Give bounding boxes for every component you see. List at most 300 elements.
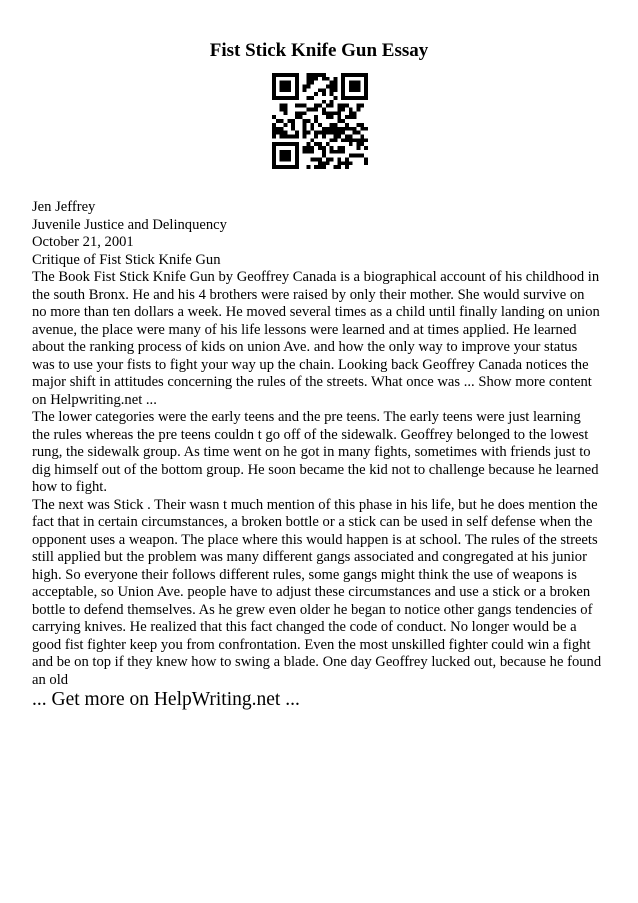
- qr-module: [272, 157, 276, 161]
- qr-module: [356, 88, 360, 92]
- qr-module: [318, 157, 322, 161]
- qr-module: [314, 131, 318, 135]
- qr-module: [356, 131, 360, 135]
- qr-module: [291, 134, 295, 138]
- qr-module: [295, 92, 299, 96]
- qr-module: [330, 127, 334, 131]
- qr-module: [284, 111, 288, 115]
- qr-module: [284, 131, 288, 135]
- qr-module: [307, 165, 311, 169]
- qr-module: [287, 119, 291, 123]
- qr-module: [349, 73, 353, 77]
- author-line: Jen Jeffrey: [32, 199, 96, 215]
- qr-module: [360, 134, 364, 138]
- get-more-link[interactable]: ... Get more on HelpWriting.net ...: [32, 689, 300, 710]
- qr-module: [333, 134, 337, 138]
- qr-module: [322, 161, 326, 165]
- qr-module: [330, 157, 334, 161]
- qr-module: [303, 150, 307, 154]
- qr-module: [322, 111, 326, 115]
- qr-module: [291, 119, 295, 123]
- qr-module: [303, 104, 307, 108]
- qr-module: [303, 88, 307, 92]
- qr-module: [330, 115, 334, 119]
- qr-module: [364, 88, 368, 92]
- qr-module: [322, 165, 326, 169]
- qr-module: [353, 154, 357, 158]
- qr-module: [341, 88, 345, 92]
- qr-module: [341, 77, 345, 81]
- qr-module: [280, 96, 284, 100]
- qr-module: [337, 104, 341, 108]
- qr-module: [318, 123, 322, 127]
- qr-module: [341, 73, 345, 77]
- qr-module: [280, 104, 284, 108]
- qr-module: [280, 157, 284, 161]
- qr-module: [318, 104, 322, 108]
- qr-module: [276, 96, 280, 100]
- qr-module: [349, 85, 353, 89]
- qr-module: [322, 154, 326, 158]
- qr-module: [287, 73, 291, 77]
- qr-module: [280, 119, 284, 123]
- qr-module: [284, 85, 288, 89]
- qr-module: [272, 77, 276, 81]
- qr-module: [345, 157, 349, 161]
- qr-module: [326, 104, 330, 108]
- qr-module: [349, 115, 353, 119]
- qr-module: [310, 123, 314, 127]
- qr-module: [310, 150, 314, 154]
- qr-module: [295, 81, 299, 85]
- qr-module: [280, 88, 284, 92]
- qr-module: [330, 100, 334, 104]
- qr-module: [356, 138, 360, 142]
- qr-module: [272, 73, 276, 77]
- qr-module: [314, 108, 318, 112]
- qr-module: [303, 85, 307, 89]
- qr-module: [353, 96, 357, 100]
- qr-module: [353, 73, 357, 77]
- qr-module: [341, 81, 345, 85]
- qr-module: [349, 142, 353, 146]
- qr-module: [314, 134, 318, 138]
- qr-module: [295, 115, 299, 119]
- qr-module: [322, 150, 326, 154]
- qr-module: [326, 77, 330, 81]
- qr-module: [364, 138, 368, 142]
- qr-module: [341, 119, 345, 123]
- qr-module: [307, 150, 311, 154]
- qr-module: [349, 108, 353, 112]
- qr-module: [287, 142, 291, 146]
- qr-module: [364, 96, 368, 100]
- qr-module: [353, 88, 357, 92]
- qr-module: [353, 81, 357, 85]
- qr-module: [341, 138, 345, 142]
- qr-module: [318, 73, 322, 77]
- qr-module: [345, 138, 349, 142]
- qr-module: [307, 77, 311, 81]
- qr-module: [345, 96, 349, 100]
- qr-module: [326, 115, 330, 119]
- qr-module: [353, 131, 357, 135]
- qr-module: [276, 165, 280, 169]
- qr-module: [303, 119, 307, 123]
- qr-module: [341, 127, 345, 131]
- qr-module: [349, 127, 353, 131]
- qr-module: [333, 96, 337, 100]
- qr-module: [287, 96, 291, 100]
- qr-module: [349, 161, 353, 165]
- qr-module: [322, 127, 326, 131]
- qr-module: [341, 108, 345, 112]
- qr-module: [360, 96, 364, 100]
- qr-module: [318, 131, 322, 135]
- qr-module: [303, 131, 307, 135]
- qr-module: [284, 142, 288, 146]
- qr-module: [345, 104, 349, 108]
- qr-module: [341, 131, 345, 135]
- qr-module: [295, 134, 299, 138]
- qr-module: [314, 157, 318, 161]
- qr-module: [307, 131, 311, 135]
- essay-body: [32, 199, 602, 689]
- qr-module: [330, 92, 334, 96]
- qr-module: [333, 77, 337, 81]
- qr-module: [360, 154, 364, 158]
- qr-module: [349, 96, 353, 100]
- qr-module: [330, 85, 334, 89]
- qr-module: [333, 165, 337, 169]
- qr-module: [276, 131, 280, 135]
- qr-module: [314, 115, 318, 119]
- qr-module: [303, 134, 307, 138]
- qr-module: [310, 138, 314, 142]
- qr-module: [276, 119, 280, 123]
- qr-module: [287, 81, 291, 85]
- qr-module: [295, 157, 299, 161]
- qr-module: [284, 81, 288, 85]
- qr-module: [364, 127, 368, 131]
- qr-module: [364, 81, 368, 85]
- qr-module: [322, 73, 326, 77]
- paragraph-3: The next was Stick . Their wasn t much mention of this phase in his life, but he does mention the fact that in certain circumstances, a broken bottle or a stick can be used in self defense when the opponent uses a weapon. The place where this would happen is at school. The rules of the streets still applied but the problem was many different gangs associated and congregated at his junior high. So everyone their follows different rules, some gangs might think the use of weapons is acceptable, so Union Ave. people have to adjust these circumstances and use a stick or a broken bottle to defend themselves. As he grew even older he began to notice other gangs tendencies of carrying knives. He realized that this fact changed the code of conduct. No longer would be a good fist fighter keep you from confrontation. Even the most unskilled fighter could win a fight and be on top if they knew how to swing a blade. One day Geoffrey lucked out, because he found an old: [32, 496, 602, 688]
- qr-module: [310, 77, 314, 81]
- qr-module: [295, 104, 299, 108]
- qr-module: [291, 96, 295, 100]
- qr-module: [349, 154, 353, 158]
- page-title: Fist Stick Knife Gun Essay: [209, 40, 429, 61]
- qr-module: [345, 123, 349, 127]
- qr-module: [272, 150, 276, 154]
- qr-module: [330, 131, 334, 135]
- qr-module: [330, 138, 334, 142]
- qr-module: [307, 96, 311, 100]
- qr-module: [303, 127, 307, 131]
- qr-module: [280, 134, 284, 138]
- qr-module: [287, 85, 291, 89]
- qr-module: [364, 161, 368, 165]
- subject-line: Critique of Fist Stick Knife Gun: [32, 251, 221, 268]
- qr-module: [326, 85, 330, 89]
- qr-module: [360, 142, 364, 146]
- qr-module: [326, 161, 330, 165]
- qr-module: [322, 134, 326, 138]
- qr-module: [353, 85, 357, 89]
- qr-module: [287, 150, 291, 154]
- qr-module: [330, 111, 334, 115]
- qr-module: [310, 81, 314, 85]
- qr-module: [310, 127, 314, 131]
- qr-module: [364, 77, 368, 81]
- qr-module: [337, 119, 341, 123]
- qr-module: [322, 146, 326, 150]
- qr-module: [272, 131, 276, 135]
- qr-module: [287, 154, 291, 158]
- qr-module: [310, 108, 314, 112]
- qr-module: [307, 119, 311, 123]
- qr-module: [333, 88, 337, 92]
- qr-module: [276, 142, 280, 146]
- qr-module: [272, 154, 276, 158]
- qr-module: [345, 134, 349, 138]
- qr-module: [337, 115, 341, 119]
- qr-module: [364, 157, 368, 161]
- qr-module: [303, 111, 307, 115]
- qr-module: [322, 88, 326, 92]
- qr-module: [337, 111, 341, 115]
- qr-module: [291, 142, 295, 146]
- qr-module: [356, 154, 360, 158]
- qr-module: [356, 123, 360, 127]
- qr-module: [272, 115, 276, 119]
- qr-module: [349, 134, 353, 138]
- qr-module: [345, 115, 349, 119]
- qr-module: [307, 73, 311, 77]
- qr-module: [345, 73, 349, 77]
- qr-module: [310, 73, 314, 77]
- qr-module: [295, 96, 299, 100]
- qr-module: [295, 142, 299, 146]
- qr-module: [341, 161, 345, 165]
- qr-module: [337, 108, 341, 112]
- qr-module: [322, 92, 326, 96]
- qr-module: [314, 77, 318, 81]
- qr-module: [284, 96, 288, 100]
- qr-module: [353, 111, 357, 115]
- qr-module: [330, 123, 334, 127]
- qr-module: [341, 150, 345, 154]
- qr-module: [341, 92, 345, 96]
- qr-module: [330, 104, 334, 108]
- qr-module: [341, 146, 345, 150]
- qr-module: [330, 150, 334, 154]
- qr-module: [284, 157, 288, 161]
- qr-module: [299, 104, 303, 108]
- qr-module: [322, 77, 326, 81]
- qr-module: [326, 142, 330, 146]
- qr-module: [295, 111, 299, 115]
- qr-module: [295, 88, 299, 92]
- qr-module: [272, 88, 276, 92]
- qr-module: [291, 123, 295, 127]
- qr-module: [314, 92, 318, 96]
- qr-module: [356, 81, 360, 85]
- qr-module: [345, 127, 349, 131]
- qr-module: [295, 85, 299, 89]
- qr-module: [284, 108, 288, 112]
- qr-module: [337, 146, 341, 150]
- qr-module: [284, 165, 288, 169]
- qr-module: [280, 127, 284, 131]
- qr-module: [364, 73, 368, 77]
- qr-module: [314, 165, 318, 169]
- qr-module: [314, 104, 318, 108]
- qr-module: [322, 100, 326, 104]
- qr-module: [337, 165, 341, 169]
- qr-module: [272, 127, 276, 131]
- qr-module: [341, 85, 345, 89]
- qr-module: [307, 85, 311, 89]
- qr-module: [333, 123, 337, 127]
- qr-module: [303, 146, 307, 150]
- paragraph-2: The lower categories were the early teens and the pre teens. The early teens were just learning the rules whereas the pre teens couldn t go off of the sidewalk. Geoffrey belonged to the lowest rung, the sidewalk group. As time went on he got in many fights, sometimes with friends just to dig himself out of the bottom group. He soon became the kid not to challenge because he learned how to fight.: [32, 409, 599, 495]
- qr-module: [295, 165, 299, 169]
- qr-module: [333, 111, 337, 115]
- qr-module: [272, 123, 276, 127]
- qr-module: [353, 115, 357, 119]
- qr-module: [310, 157, 314, 161]
- qr-module: [345, 165, 349, 169]
- qr-module: [272, 142, 276, 146]
- qr-module: [353, 138, 357, 142]
- qr-code-icon[interactable]: [272, 73, 368, 169]
- qr-module: [356, 104, 360, 108]
- qr-module: [337, 127, 341, 131]
- qr-module: [295, 161, 299, 165]
- qr-module: [326, 131, 330, 135]
- qr-module: [356, 146, 360, 150]
- qr-module: [303, 123, 307, 127]
- qr-module: [295, 154, 299, 158]
- qr-module: [356, 108, 360, 112]
- qr-module: [360, 138, 364, 142]
- qr-module: [291, 127, 295, 131]
- qr-module: [314, 73, 318, 77]
- paragraph-1: The Book Fist Stick Knife Gun by Geoffrey Canada is a biographical account of his childhood in the south Bronx. He and his 4 brothers were raised by only their mother. She would survive on no more than ten dollars a week. He moved several times as a child until finally landing on union avenue, the place were many of his life lessons were learned and at times applied. He learned about the ranking process of kids on union Ave. and how the only way to improve your status was to use your fists to fight your way up the chain. Looking back Geoffrey Canada notices the major shift in attitudes concerning the rules of the streets. What once was ... Show more content on Helpwriting.net ...: [32, 269, 600, 408]
- qr-module: [349, 88, 353, 92]
- qr-module: [341, 104, 345, 108]
- qr-module: [318, 146, 322, 150]
- qr-module: [353, 127, 357, 131]
- qr-module: [280, 131, 284, 135]
- qr-module: [307, 142, 311, 146]
- qr-module: [360, 73, 364, 77]
- qr-module: [307, 81, 311, 85]
- qr-module: [349, 138, 353, 142]
- qr-module: [318, 88, 322, 92]
- qr-module: [287, 157, 291, 161]
- qr-module: [322, 108, 326, 112]
- qr-module: [318, 142, 322, 146]
- qr-module: [356, 85, 360, 89]
- qr-module: [360, 127, 364, 131]
- date-line: October 21, 2001: [32, 234, 134, 250]
- qr-module: [310, 146, 314, 150]
- qr-module: [318, 161, 322, 165]
- qr-module: [280, 73, 284, 77]
- qr-module: [295, 77, 299, 81]
- qr-module: [330, 88, 334, 92]
- qr-module: [360, 104, 364, 108]
- qr-module: [287, 88, 291, 92]
- qr-module: [291, 73, 295, 77]
- qr-module: [280, 154, 284, 158]
- qr-module: [295, 131, 299, 135]
- qr-module: [287, 134, 291, 138]
- qr-module: [345, 161, 349, 165]
- qr-module: [280, 81, 284, 85]
- qr-module: [337, 161, 341, 165]
- qr-module: [276, 73, 280, 77]
- qr-module: [333, 85, 337, 89]
- qr-module: [272, 161, 276, 165]
- qr-module: [364, 92, 368, 96]
- qr-module: [337, 134, 341, 138]
- qr-module: [333, 138, 337, 142]
- qr-module: [284, 150, 288, 154]
- qr-module: [356, 96, 360, 100]
- qr-module: [284, 123, 288, 127]
- qr-module: [333, 131, 337, 135]
- qr-module: [272, 92, 276, 96]
- qr-module: [326, 111, 330, 115]
- qr-module: [341, 96, 345, 100]
- qr-module: [272, 81, 276, 85]
- qr-module: [280, 150, 284, 154]
- qr-module: [272, 134, 276, 138]
- qr-module: [284, 154, 288, 158]
- qr-module: [349, 111, 353, 115]
- qr-module: [291, 165, 295, 169]
- qr-module: [284, 104, 288, 108]
- qr-module: [314, 142, 318, 146]
- qr-module: [284, 88, 288, 92]
- qr-module: [287, 165, 291, 169]
- qr-module: [326, 157, 330, 161]
- qr-module: [356, 73, 360, 77]
- qr-module: [333, 81, 337, 85]
- qr-module: [360, 123, 364, 127]
- qr-module: [272, 96, 276, 100]
- qr-module: [299, 111, 303, 115]
- qr-module: [307, 146, 311, 150]
- qr-module: [280, 108, 284, 112]
- qr-module: [364, 146, 368, 150]
- qr-module: [272, 165, 276, 169]
- course-line: Juvenile Justice and Delinquency: [32, 216, 227, 233]
- qr-module: [295, 73, 299, 77]
- qr-module: [314, 119, 318, 123]
- qr-module: [337, 131, 341, 135]
- qr-module: [318, 165, 322, 169]
- qr-module: [276, 127, 280, 131]
- qr-module: [333, 150, 337, 154]
- qr-module: [307, 108, 311, 112]
- qr-module: [330, 146, 334, 150]
- qr-module: [280, 165, 284, 169]
